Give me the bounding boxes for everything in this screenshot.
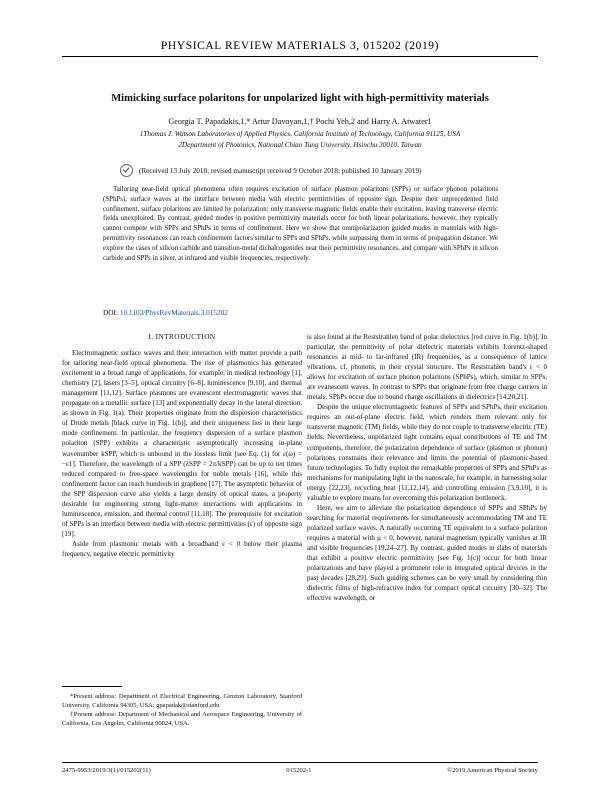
footer-issn: 2475-9953/2019/3(1)/015202(11) [62,767,151,774]
body-paragraph: Aside from plasmonic metals with a broadband ε < 0 below their plasma frequency, negative electric permittivity [62,539,302,558]
header-divider [62,56,538,57]
received-text: (Received 13 July 2018; revised manuscript received 9 October 2018; published 10 January 2019) [139,166,422,175]
affiliation-1: 1Thomas J. Watson Laboratories of Applied Physics, California Institute of Technology, California 91125, USA [139,130,461,138]
copyright: ©2019 American Physical Society [447,767,538,774]
doi-link[interactable]: 10.1103/PhysRevMaterials.3.015202 [119,308,228,317]
page-number: 015202-1 [286,767,312,774]
check-for-updates-icon[interactable] [120,164,133,177]
footnotes [62,693,302,729]
received-dates [120,164,500,177]
doi-label: DOI: [103,308,118,317]
abstract: Tailoring near-field optical phenomena often requires excitation of surface plasmon polaritons (SPPs) or surface phonon polaritons (SPhPs), surface waves at the interface between media with electric permittivities of opposite sign. Despite their unprecedented field confinement, surface polaritons are limited by polarization: only transverse magnetic fields enable their excitation, leaving transverse electric fields unexploited. By contrast, guided modes in positive permittivity materials occur for both linear polarizations, however, they typically cannot compete with SPPs and SPhPs in terms of confinement. Here we show that omnipolarization guided modes in materials with high-permittivity resonances can reach confinement factors similar to SPPs and SPhPs, while surpassing them in terms of propagation distance. We explore the cases of silicon carbide and transition-metal dichalcogenides near their permittivity resonances, and compare with SPhPs in silicon carbide and SPPs in silver, at infrared and visible frequencies, respectively. [103,186,498,262]
footnote: *Present address: Department of Electrical Engineering, Ginzton Laboratory, Stanford University, California 94305, USA; gpapadak@stanford.edu [62,693,302,709]
author-list: Georgia T. Papadakis,1,* Artur Davoyan,1,† Pochi Yeh,2 and Harry A. Atwater1 [168,117,432,126]
left-column [62,332,302,559]
footnote-divider [62,686,122,687]
right-column [307,332,547,603]
paper-title: Mimicking surface polaritons for unpolarized light with high-permittivity materials [111,93,489,104]
journal-header: PHYSICAL REVIEW MATERIALS 3, 015202 (2019) [160,40,440,52]
doi-line [103,308,228,317]
footnote: †Present address: Department of Mechanical and Aerospace Engineering, University of California, Los Angeles, California 90024, USA. [62,711,302,727]
affiliation-2: 2Department of Photonics, National Chiao Tung University, Hsinchu 30010, Taiwan [178,141,422,149]
body-paragraph: Electromagnetic surface waves and their interaction with matter provide a path for tailoring near-field optical phenomena. The rise of plasmonics has generated excitement in a broad range of applications, for example, in medical technology [1], chemistry [2], lasers [3–5], optical circuitry [6–8], luminescence [9,10], and thermal management [11,12]. Surface plasmons are evanescent electromagnetic waves that propagate on a metallic surface [13] and exponentially decay in the lateral direction, as shown in Fig. 1(a). Their properties originate from the dispersion characteristics of Drude metals [black curve in Fig. 1(b)], and their uniqueness lies in their large mode confinement. In particular, the frequency dispersion of a surface plasmon polariton (SPP) exhibits a characteristic asymptotically increasing in-plane wavenumber kSPP, which is unbound in the lossless limit [see Eq. (1) for ε(ω) = −ε1]. Therefore, the wavelength of a SPP (λSPP = 2π/kSPP) can be up to ten times reduced compared to free-space wavelengths for noble metals [16], while this confinement factor can reach hundreds in graphene [17]. The asymptotic behavior of the SPP dispersion curve also yields a large density of optical states, a property desirable for engineering strong light-matter interactions with applications in luminescence, emission, and thermal control [11,18]. The prerequisite for excitation of SPPs is an interface between media with electric permittivities (ε) of opposite sign [19]. [62,349,302,538]
footer-divider [62,762,538,763]
body-paragraph: is also found at the Reststrahlen band of polar dielectrics [red curve in Fig. 1(b)]. In particular, the permittivity of polar dielectric materials exhibits Lorentz-shaped resonances at mid- to far-infrared (IR) frequencies, as a consequence of lattice vibrations, cf. phonons, in their crystal structure. The Reststrahlen band's ε < 0 allows for excitation of surface phonon polaritons (SPhPs), which, similar to SPPs, are evanescent waves. In contrast to SPPs that originate from free charge carriers in metals, SPhPs occur due to bound charge oscillations in dielectrics [14,20,21]. [307,333,547,402]
body-paragraph: Despite the unique electromagnetic features of SPPs and SPhPs, their excitation requires an out-of-plane electric field, which renders them relevant only for transverse magnetic (TM) fields, while they do not couple to transverse electric (TE) fields. Nevertheless, unpolarized light contains equal contributions of TE and TM components, therefore, the polarization dependence of surface (plasmon or phonon) polaritons constrains their relevance and limits the potential of plasmonic-based future technologies. To fully exploit the remarkable properties of SPPs and SPhPs as mechanisms for manipulating light in the nanoscale, for example, in harnessing solar energy [22,23], recycling heat [11,12,14], and controlling emission [3,9,10], it is valuable to explore means for overcoming this polarization bottleneck. [307,403,547,502]
section-heading: I. INTRODUCTION [148,332,216,341]
body-paragraph: Here, we aim to alleviate the polarization dependence of SPPs and SPhPs by searching for material requirements for simultaneously accommodating TM and TE polarized surface waves. A naturally occurring TE equivalent to a surface polariton requires a material with μ < 0, however, natural magnetism typically vanishes at IR and visible frequencies [19,24–27]. By contrast, guided modes in slabs of materials that exhibit a positive electric permittivity [see Fig. 1(c)] occur for both linear polarizations and have played a prominent role in integrated optical devices in the past decades [28,29]. Such guiding schemes can be very small by considering thin dielectric films of high-refractive index for compact optical circuitry [30–32]. The effective wavelength, or [307,503,547,603]
page-footer [62,767,538,774]
